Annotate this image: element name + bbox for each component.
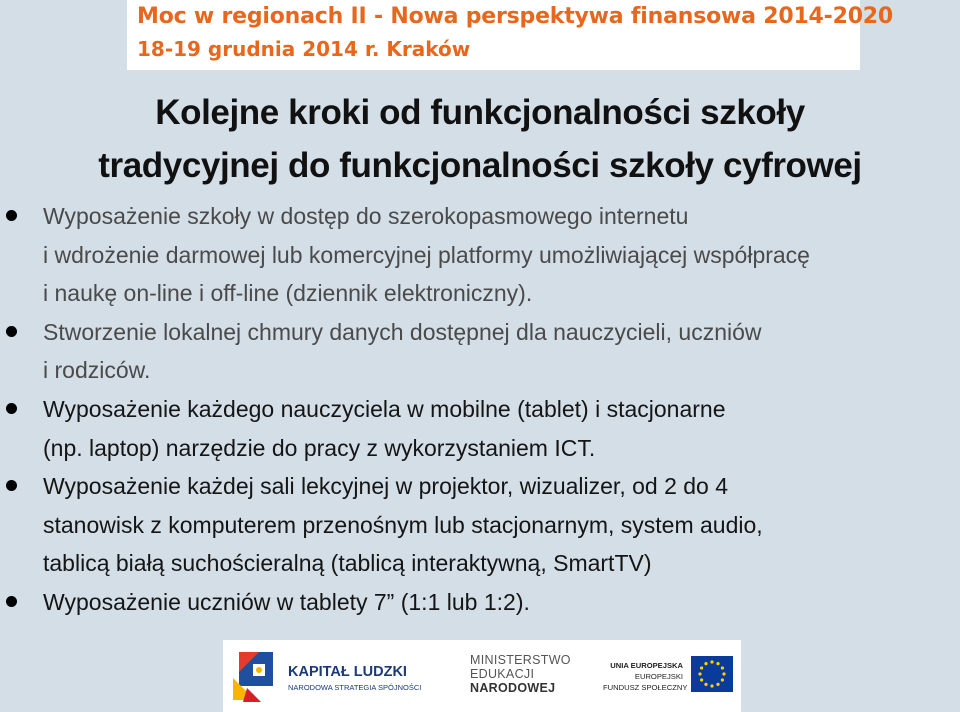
ministry-line-2: EDUKACJI (470, 667, 535, 681)
slide-title (0, 86, 960, 192)
bullet-item (0, 583, 960, 622)
eu-flag-icon (691, 656, 733, 692)
eu-line-2: EUROPEJSKI (634, 672, 683, 681)
bullet-line: Wyposażenie uczniów w tablety 7” (1:1 lub 1:2). (43, 588, 530, 615)
bullet-line: Wyposażenie szkoły w dostęp do szerokopasmowego internetu (43, 203, 689, 229)
footer-logos (223, 640, 741, 712)
ministry-logo (470, 653, 571, 695)
bullet-item (0, 390, 960, 467)
bullet-line: Wyposażenie każdej sali lekcyjnej w projektor, wizualizer, od 2 do 4 (43, 473, 729, 500)
bullet-line: (np. laptop) narzędzie do pracy z wykorzystaniem ICT. (43, 434, 596, 461)
slide-title-line-1: Kolejne kroki od funkcjonalności szkoły (155, 93, 805, 132)
bullet-dot-icon (6, 210, 17, 221)
bullet-dot-icon (6, 596, 17, 607)
eu-line-1: UNIA EUROPEJSKA (610, 661, 683, 670)
bullet-line: i wdrożenie darmowej lub komercyjnej platformy umożliwiającej współpracę (43, 241, 810, 268)
banner-title: Moc w regionach II - Nowa perspektywa finansowa 2014-2020 (137, 4, 894, 29)
ministry-line-1: MINISTERSTWO (470, 653, 571, 667)
kapital-ludzki-logo-icon (229, 648, 283, 704)
bullet-line: tablicą białą suchościeralną (tablicą interaktywną, SmartTV) (43, 550, 652, 577)
bullet-line: i naukę on-line i off-line (dziennik elektroniczny). (43, 280, 533, 307)
bullet-line: Wyposażenie każdego nauczyciela w mobilne (tablet) i stacjonarne (43, 395, 726, 422)
bullet-line: stanowisk z komputerem przenośnym lub stacjonarnym, system audio, (43, 511, 763, 538)
slide-title-line-2: tradycyjnej do funkcjonalności szkoły cyfrowej (98, 146, 862, 185)
banner-date: 18-19 grudnia 2014 r. Kraków (137, 37, 471, 61)
bullet-list (0, 197, 960, 622)
bullet-item (0, 313, 960, 390)
bullet-line: Stworzenie lokalnej chmury danych dostępnej dla nauczycieli, uczniów (43, 318, 762, 345)
bullet-dot-icon (6, 326, 17, 337)
bullet-dot-icon (6, 403, 17, 414)
ministry-line-3: NARODOWEJ (470, 681, 556, 695)
bullet-item (0, 467, 960, 583)
eu-line-3: FUNDUSZ SPOŁECZNY (603, 683, 688, 692)
kapital-ludzki-subtitle: NARODOWA STRATEGIA SPÓJNOŚCI (288, 683, 422, 692)
kapital-ludzki-name: KAPITAŁ LUDZKI (288, 664, 407, 680)
bullet-line: i rodziców. (43, 357, 151, 384)
eu-fund-text (603, 660, 688, 693)
bullet-dot-icon (6, 480, 17, 491)
bullet-item (0, 197, 960, 313)
event-banner (127, 0, 894, 70)
